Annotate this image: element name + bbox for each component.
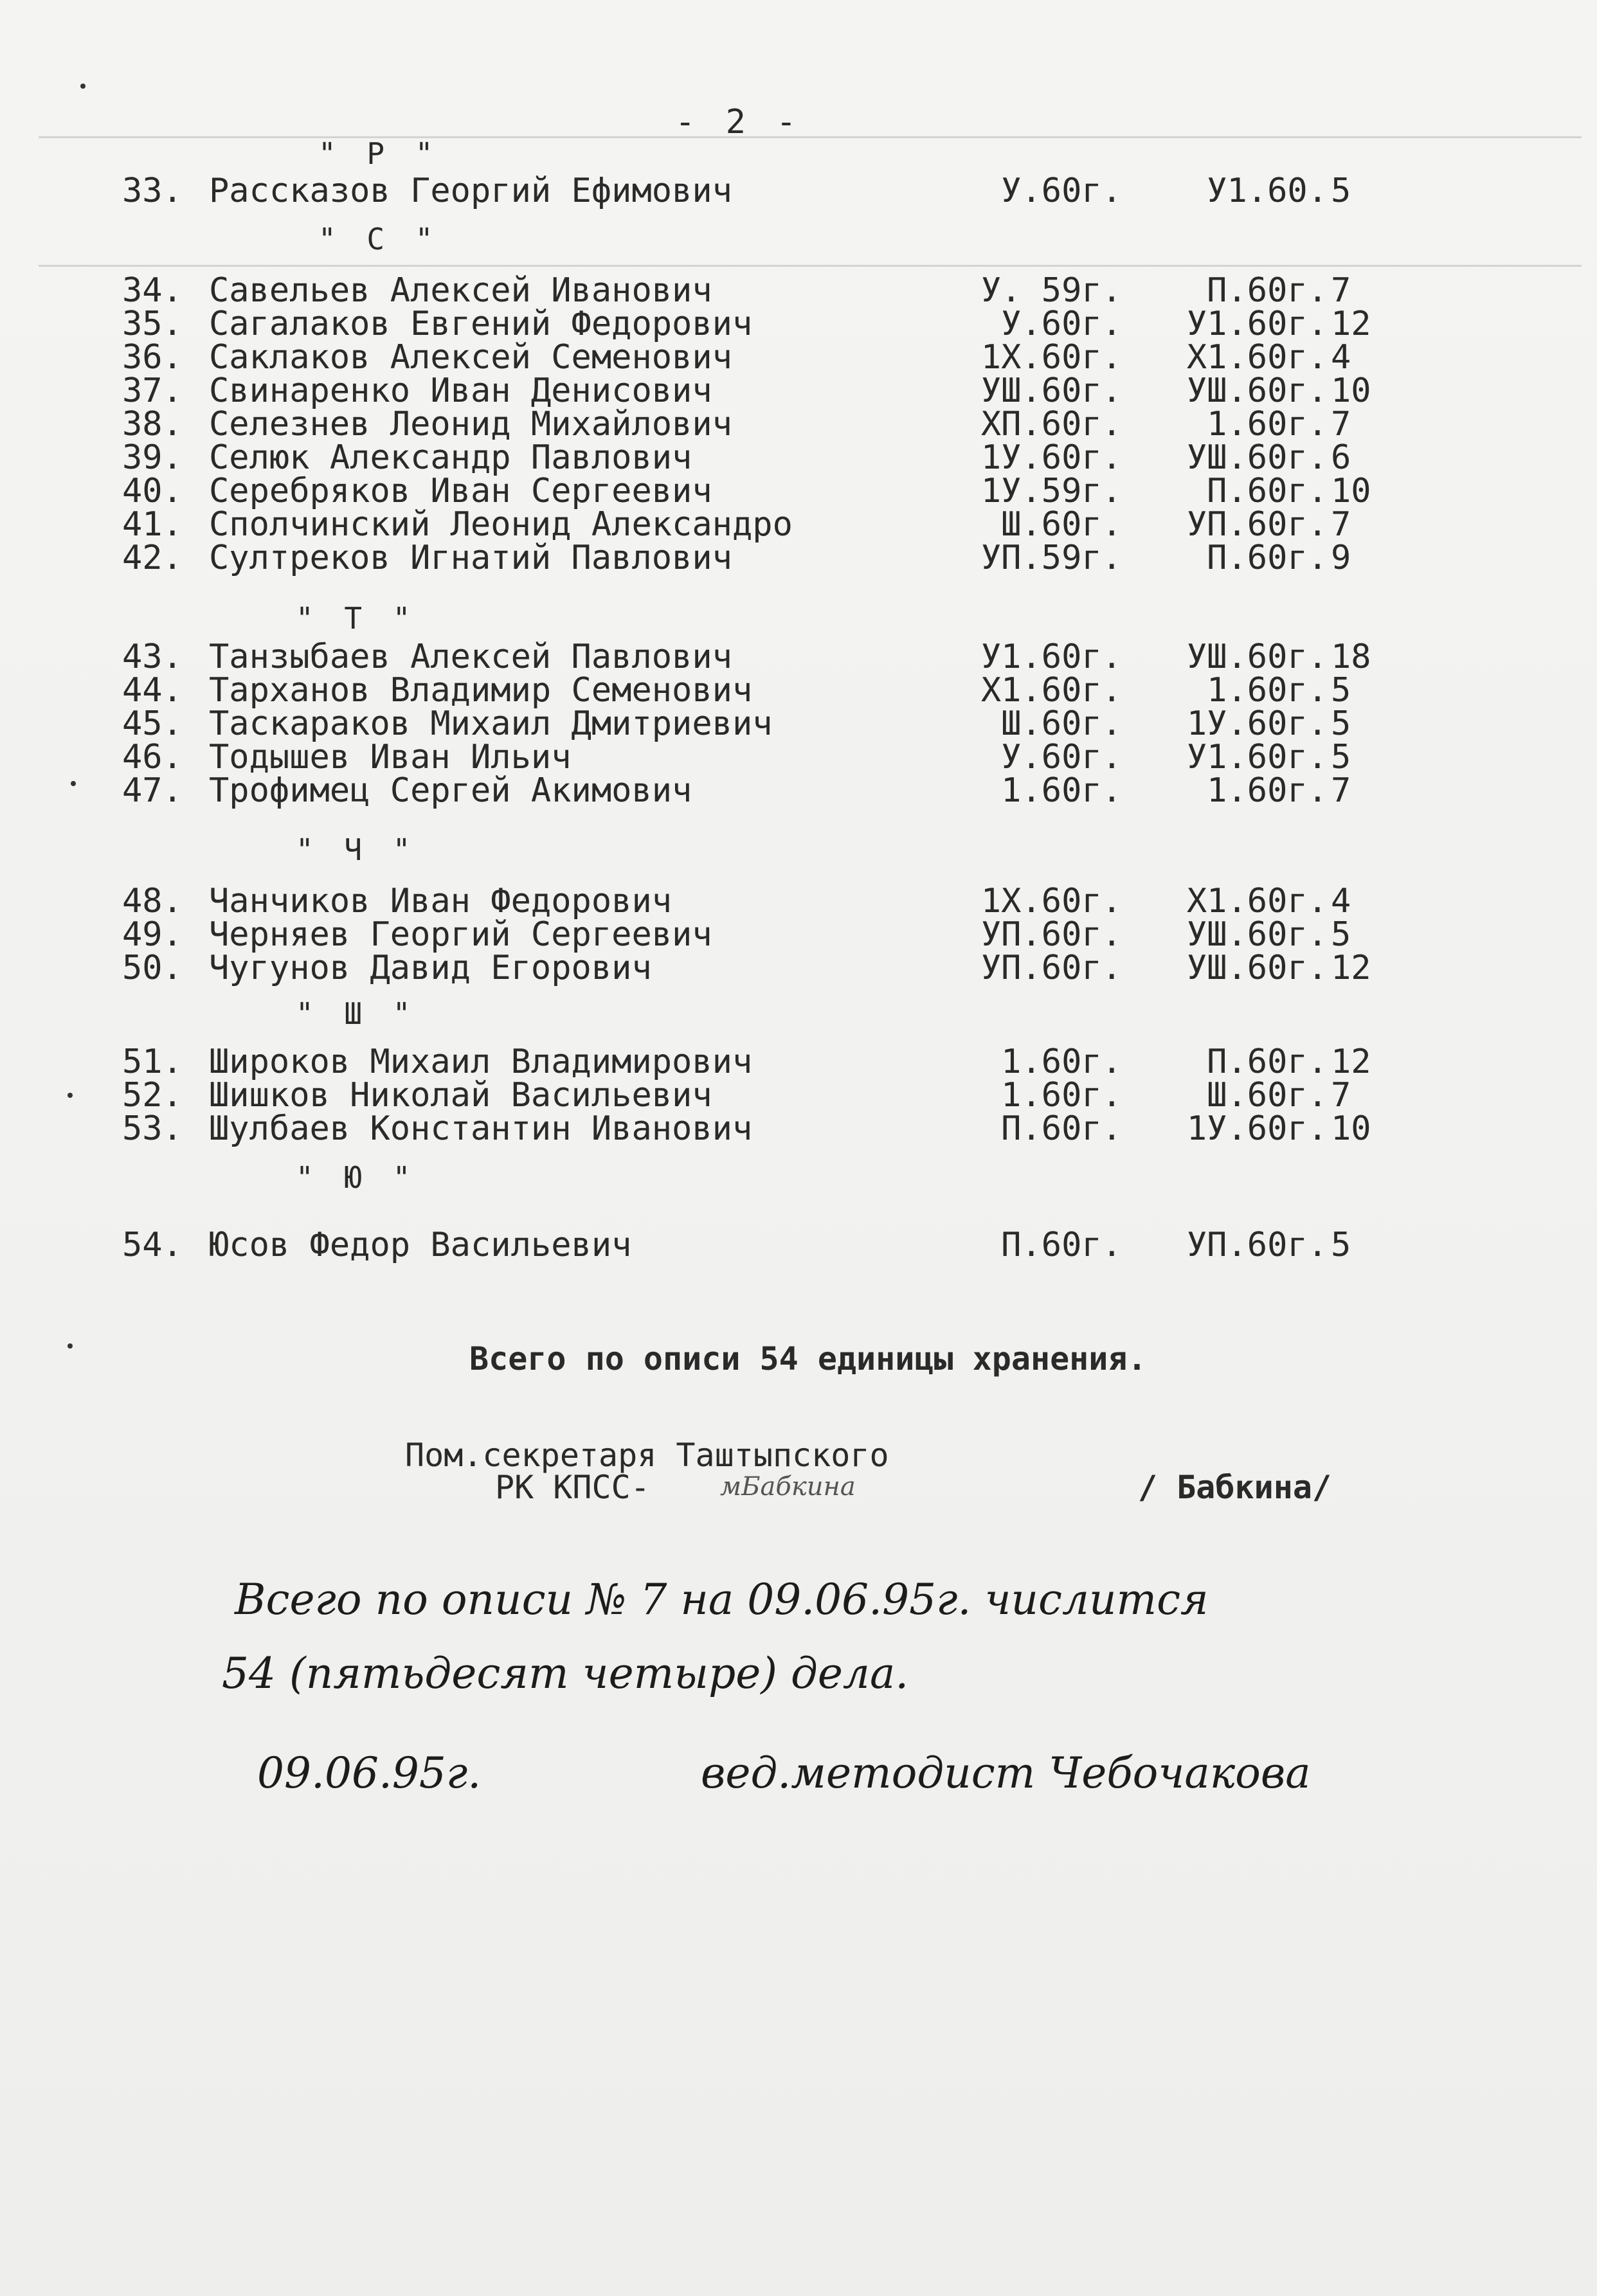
inventory-row [116, 271, 1351, 310]
inventory-row [116, 405, 1351, 444]
end-date: УШ.60г. [1186, 438, 1328, 477]
person-name: Сагалаков Евгений Федорович [209, 305, 753, 343]
handwritten-note-line2: 54 (пятьдесят четыре) дела. [222, 1649, 909, 1698]
row-number: 42. [122, 539, 183, 577]
page-number: - 2 - [675, 103, 802, 141]
start-date: У1.60г. [980, 638, 1122, 676]
end-date: УП.60г. [1186, 505, 1328, 544]
section-letter-heading: " Р " [318, 136, 440, 171]
inventory-row [116, 638, 1371, 676]
sheet-count: 12 [1331, 305, 1371, 343]
start-date: 1У.60г. [980, 438, 1122, 477]
end-date: Х1.60г. [1186, 338, 1328, 377]
start-date: УП.60г. [980, 915, 1122, 954]
sheet-count: 7 [1331, 771, 1351, 810]
row-number: 43. [122, 638, 183, 676]
person-name: Селюк Александр Павлович [209, 438, 692, 477]
signature-name: / Бабкина/ [1138, 1469, 1332, 1506]
row-number: 41. [122, 505, 183, 544]
person-name: Тарханов Владимир Семенович [209, 671, 753, 710]
handwritten-date: 09.06.95г. [257, 1748, 482, 1798]
inventory-row [116, 771, 1351, 810]
inventory-row [116, 704, 1351, 743]
end-date: УШ.60г. [1186, 949, 1328, 987]
start-date: ХП.60г. [980, 405, 1122, 444]
inventory-row [116, 472, 1371, 510]
inventory-row [116, 172, 1351, 210]
start-date: УП.60г. [980, 949, 1122, 987]
row-number: 33. [122, 172, 183, 210]
sheet-count: 10 [1331, 472, 1371, 510]
start-date: П.60г. [1001, 1226, 1122, 1264]
person-name: Султреков Игнатий Павлович [209, 539, 732, 577]
sheet-count: 4 [1331, 338, 1351, 377]
inventory-row [116, 949, 1371, 987]
paper-speck [71, 781, 76, 786]
end-date: П.60г. [1207, 472, 1328, 510]
sheet-count: 4 [1331, 882, 1351, 920]
sheet-count: 12 [1331, 949, 1371, 987]
row-number: 35. [122, 305, 183, 343]
inventory-row [116, 671, 1351, 710]
end-date: УШ.60г. [1186, 372, 1328, 410]
inventory-row [116, 1043, 1371, 1081]
row-number: 38. [122, 405, 183, 444]
sheet-count: 5 [1331, 1226, 1351, 1264]
inventory-row [116, 305, 1371, 343]
end-date: П.60г. [1207, 1043, 1328, 1081]
end-date: П.60г. [1207, 539, 1328, 577]
end-date: П.60г. [1207, 271, 1328, 310]
start-date: 1.60г. [1001, 1043, 1122, 1081]
row-number: 49. [122, 915, 183, 954]
end-date: У1.60г. [1186, 738, 1328, 776]
person-name: Савельев Алексей Иванович [209, 271, 712, 310]
handwritten-note-line1: Всего по описи № 7 на 09.06.95г. числится [235, 1575, 1209, 1624]
handwritten-signer: вед.методист Чебочакова [701, 1748, 1311, 1798]
person-name: Шулбаев Константин Иванович [209, 1109, 753, 1148]
end-date: 1.60г. [1207, 671, 1328, 710]
row-number: 37. [122, 372, 183, 410]
start-date: Х1.60г. [980, 671, 1122, 710]
row-number: 54. [122, 1226, 183, 1264]
section-letter-heading: " Ю " [296, 1160, 417, 1195]
paper-fold-line [39, 136, 1582, 138]
end-date: У1.60. [1207, 172, 1328, 210]
start-date: У.60г. [1001, 738, 1122, 776]
end-date: У1.60г. [1186, 305, 1328, 343]
person-name: Саклаков Алексей Семенович [209, 338, 732, 377]
signature-title-line1: Пом.секретаря Таштыпского [405, 1437, 889, 1474]
person-name: Сполчинский Леонид Александро [209, 505, 793, 544]
section-letter-heading: " Т " [296, 601, 417, 636]
person-name: Рассказов Георгий Ефимович [209, 172, 732, 210]
person-name: Трофимец Сергей Акимович [209, 771, 692, 810]
row-number: 52. [122, 1076, 183, 1115]
start-date: Ш.60г. [1001, 704, 1122, 743]
inventory-row [116, 915, 1351, 954]
start-date: УШ.60г. [980, 372, 1122, 410]
person-name: Чугунов Давид Егорович [209, 949, 652, 987]
start-date: 1.60г. [1001, 1076, 1122, 1115]
row-number: 53. [122, 1109, 183, 1148]
row-number: 45. [122, 704, 183, 743]
start-date: У.60г. [1001, 305, 1122, 343]
end-date: 1.60г. [1207, 405, 1328, 444]
sheet-count: 5 [1331, 671, 1351, 710]
end-date: УП.60г. [1186, 1226, 1328, 1264]
sheet-count: 7 [1331, 1076, 1351, 1115]
person-name: Таскараков Михаил Дмитриевич [209, 704, 773, 743]
paper-fold-line [39, 265, 1582, 267]
sheet-count: 9 [1331, 539, 1351, 577]
row-number: 50. [122, 949, 183, 987]
start-date: У. 59г. [980, 271, 1122, 310]
end-date: 1У.60г. [1186, 704, 1328, 743]
end-date: УШ.60г. [1186, 915, 1328, 954]
row-number: 51. [122, 1043, 183, 1081]
end-date: Ш.60г. [1207, 1076, 1328, 1115]
sheet-count: 5 [1331, 915, 1351, 954]
person-name: Шишков Николай Васильевич [209, 1076, 712, 1115]
inventory-row [116, 882, 1351, 920]
sheet-count: 10 [1331, 1109, 1371, 1148]
sheet-count: 6 [1331, 438, 1351, 477]
sheet-count: 7 [1331, 405, 1351, 444]
paper-speck [80, 84, 86, 89]
sheet-count: 10 [1331, 372, 1371, 410]
row-number: 46. [122, 738, 183, 776]
section-letter-heading: " С " [318, 222, 440, 256]
person-name: Юсов Федор Васильевич [209, 1226, 632, 1264]
person-name: Тодышев Иван Ильич [209, 738, 572, 776]
person-name: Черняев Георгий Сергеевич [209, 915, 712, 954]
signature-title-line2: РК КПСС- [495, 1469, 650, 1506]
section-letter-heading: " Ш " [296, 996, 417, 1031]
row-number: 36. [122, 338, 183, 377]
person-name: Серебряков Иван Сергеевич [209, 472, 712, 510]
paper-speck [68, 1343, 73, 1349]
end-date: 1.60г. [1207, 771, 1328, 810]
row-number: 48. [122, 882, 183, 920]
handwritten-signature: мБабкина [720, 1472, 856, 1502]
inventory-row [116, 539, 1351, 577]
start-date: УП.59г. [980, 539, 1122, 577]
sheet-count: 18 [1331, 638, 1371, 676]
person-name: Широков Михаил Владимирович [209, 1043, 753, 1081]
start-date: 1Х.60г. [980, 882, 1122, 920]
sheet-count: 5 [1331, 738, 1351, 776]
start-date: Ш.60г. [1001, 505, 1122, 544]
person-name: Танзыбаев Алексей Павлович [209, 638, 732, 676]
person-name: Чанчиков Иван Федорович [209, 882, 672, 920]
end-date: Х1.60г. [1186, 882, 1328, 920]
total-line: Всего по описи 54 единицы хранения. [469, 1340, 1147, 1377]
sheet-count: 5 [1331, 172, 1351, 210]
sheet-count: 7 [1331, 271, 1351, 310]
row-number: 34. [122, 271, 183, 310]
inventory-row [116, 1226, 1351, 1264]
inventory-row [116, 338, 1351, 377]
sheet-count: 5 [1331, 704, 1351, 743]
sheet-count: 12 [1331, 1043, 1371, 1081]
inventory-row [116, 1076, 1351, 1115]
row-number: 39. [122, 438, 183, 477]
start-date: 1Х.60г. [980, 338, 1122, 377]
paper-speck [68, 1093, 73, 1098]
inventory-row [116, 505, 1351, 544]
row-number: 47. [122, 771, 183, 810]
person-name: Селезнев Леонид Михайлович [209, 405, 732, 444]
end-date: УШ.60г. [1186, 638, 1328, 676]
inventory-row [116, 738, 1351, 776]
row-number: 40. [122, 472, 183, 510]
row-number: 44. [122, 671, 183, 710]
sheet-count: 7 [1331, 505, 1351, 544]
start-date: 1У.59г. [980, 472, 1122, 510]
end-date: 1У.60г. [1186, 1109, 1328, 1148]
start-date: 1.60г. [1001, 771, 1122, 810]
inventory-row [116, 438, 1351, 477]
inventory-row [116, 1109, 1371, 1148]
start-date: У.60г. [1001, 172, 1122, 210]
section-letter-heading: " Ч " [296, 832, 417, 867]
inventory-row [116, 372, 1371, 410]
person-name: Свинаренко Иван Денисович [209, 372, 712, 410]
start-date: П.60г. [1001, 1109, 1122, 1148]
